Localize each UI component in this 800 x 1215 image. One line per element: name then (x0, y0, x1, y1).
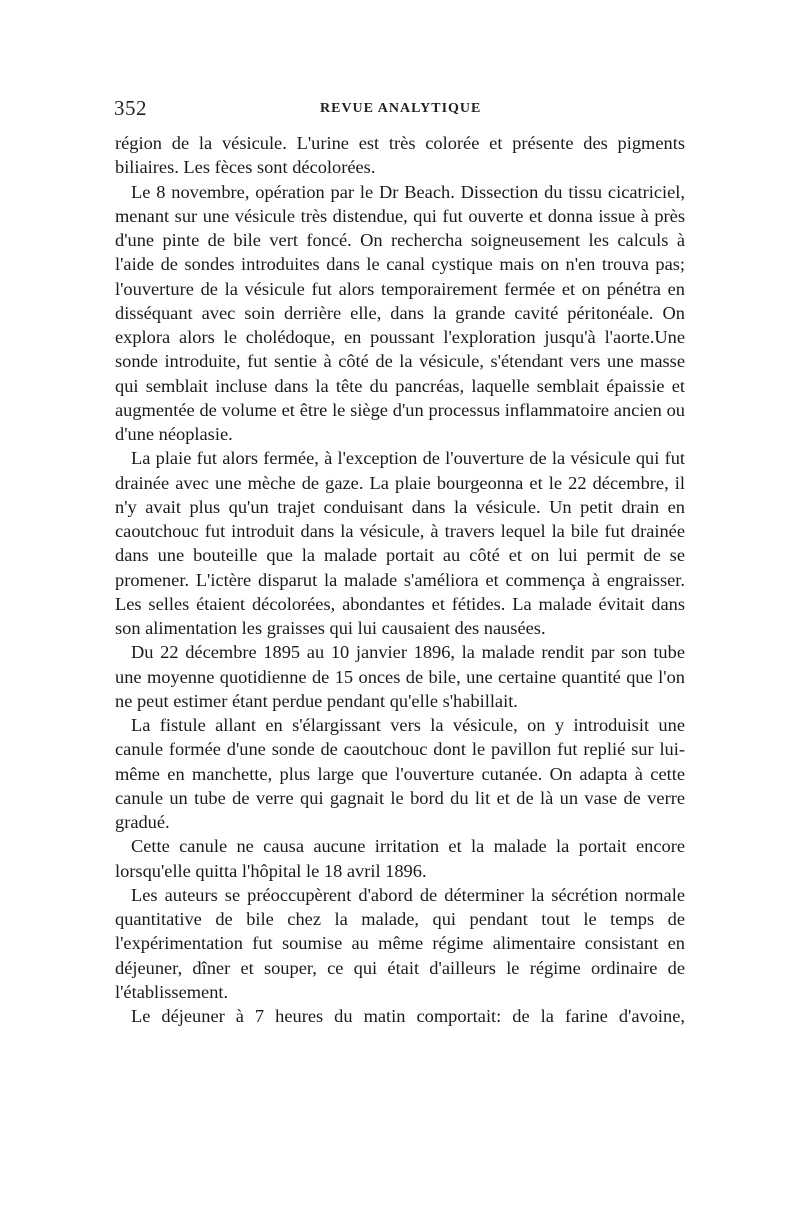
page-header (114, 96, 686, 126)
page-number: 352 (114, 96, 147, 120)
paragraph-6: Cette canule ne causa aucune irritation et la malade la portait encore lorsqu'elle quitta l'hôpital le 18 avril 1896. (115, 836, 685, 881)
running-title: REVUE ANALYTIQUE (320, 101, 482, 116)
paragraph-5: La fistule allant en s'élargissant vers la vésicule, on y introduisit une canule formée d'une sonde de caoutchouc dont le pavillon fut replié sur lui-même en manchette, plus large que l'ouverture cutanée. On adapta à cette canule un tube de verre qui gagnait le bord du lit et de là un vase de verre gradué. (115, 715, 685, 832)
paragraph-3: La plaie fut alors fermée, à l'exception de l'ouverture de la vésicule qui fut drainée avec une mèche de gaze. La plaie bourgeonna et le 22 décembre, il n'y avait plus qu'un trajet conduisant dans la vésicule. Un petit drain en caoutchouc fut introduit dans la vésicule, à travers lequel la bile fut drainée dans une bouteille que la malade portait au côté et on lui permit de se promener. L'ictère disparut la malade s'améliora et commença à engraisser. Les selles étaient décolorées, abondantes et fétides. La malade évitait dans son alimentation les graisses qui lui causaient des nausées. (115, 448, 685, 638)
body-text (115, 131, 685, 1028)
paragraph-4: Du 22 décembre 1895 au 10 janvier 1896, la malade rendit par son tube une moyenne quotidienne de 15 onces de bile, une certaine quantité que l'on ne peut estimer étant perdue pendant qu'elle s'habillait. (115, 642, 685, 711)
paragraph-8: Le déjeuner à 7 heures du matin comportait: de la farine d'avoine, (131, 1006, 685, 1026)
paragraph-2: Le 8 novembre, opération par le Dr Beach. Dissection du tissu cicatriciel, menant sur une vésicule très distendue, qui fut ouverte et donna issue à près d'une pinte de bile vert foncé. On rechercha soigneusement les calculs à l'aide de sondes introduites dans le canal cystique mais on n'en trouva pas; l'ouverture de la vésicule fut alors temporairement fermée et on pénétra en disséquant avec soin derrière elle, dans la grande cavité péritonéale. On explora alors le cholédoque, en poussant l'exploration jusqu'à l'aorte.Une sonde introduite, fut sentie à côté de la vésicule, s'étendant vers une masse qui semblait incluse dans la tête du pancréas, laquelle semblait épaissie et augmentée de volume et être le siège d'un processus inflammatoire ancien ou d'une néoplasie. (115, 181, 685, 444)
paragraph-7: Les auteurs se préoccupèrent d'abord de déterminer la sécrétion normale quantitative de bile chez la malade, qui pendant tout le temps de l'expérimentation fut soumise au même régime alimentaire consistant en déjeuner, dîner et souper, ce qui était d'ailleurs le régime ordinaire de l'établissement. (115, 884, 685, 1002)
paragraph-1: région de la vésicule. L'urine est très colorée et présente des pigments biliaires. Les fèces sont décolorées. (115, 133, 685, 178)
